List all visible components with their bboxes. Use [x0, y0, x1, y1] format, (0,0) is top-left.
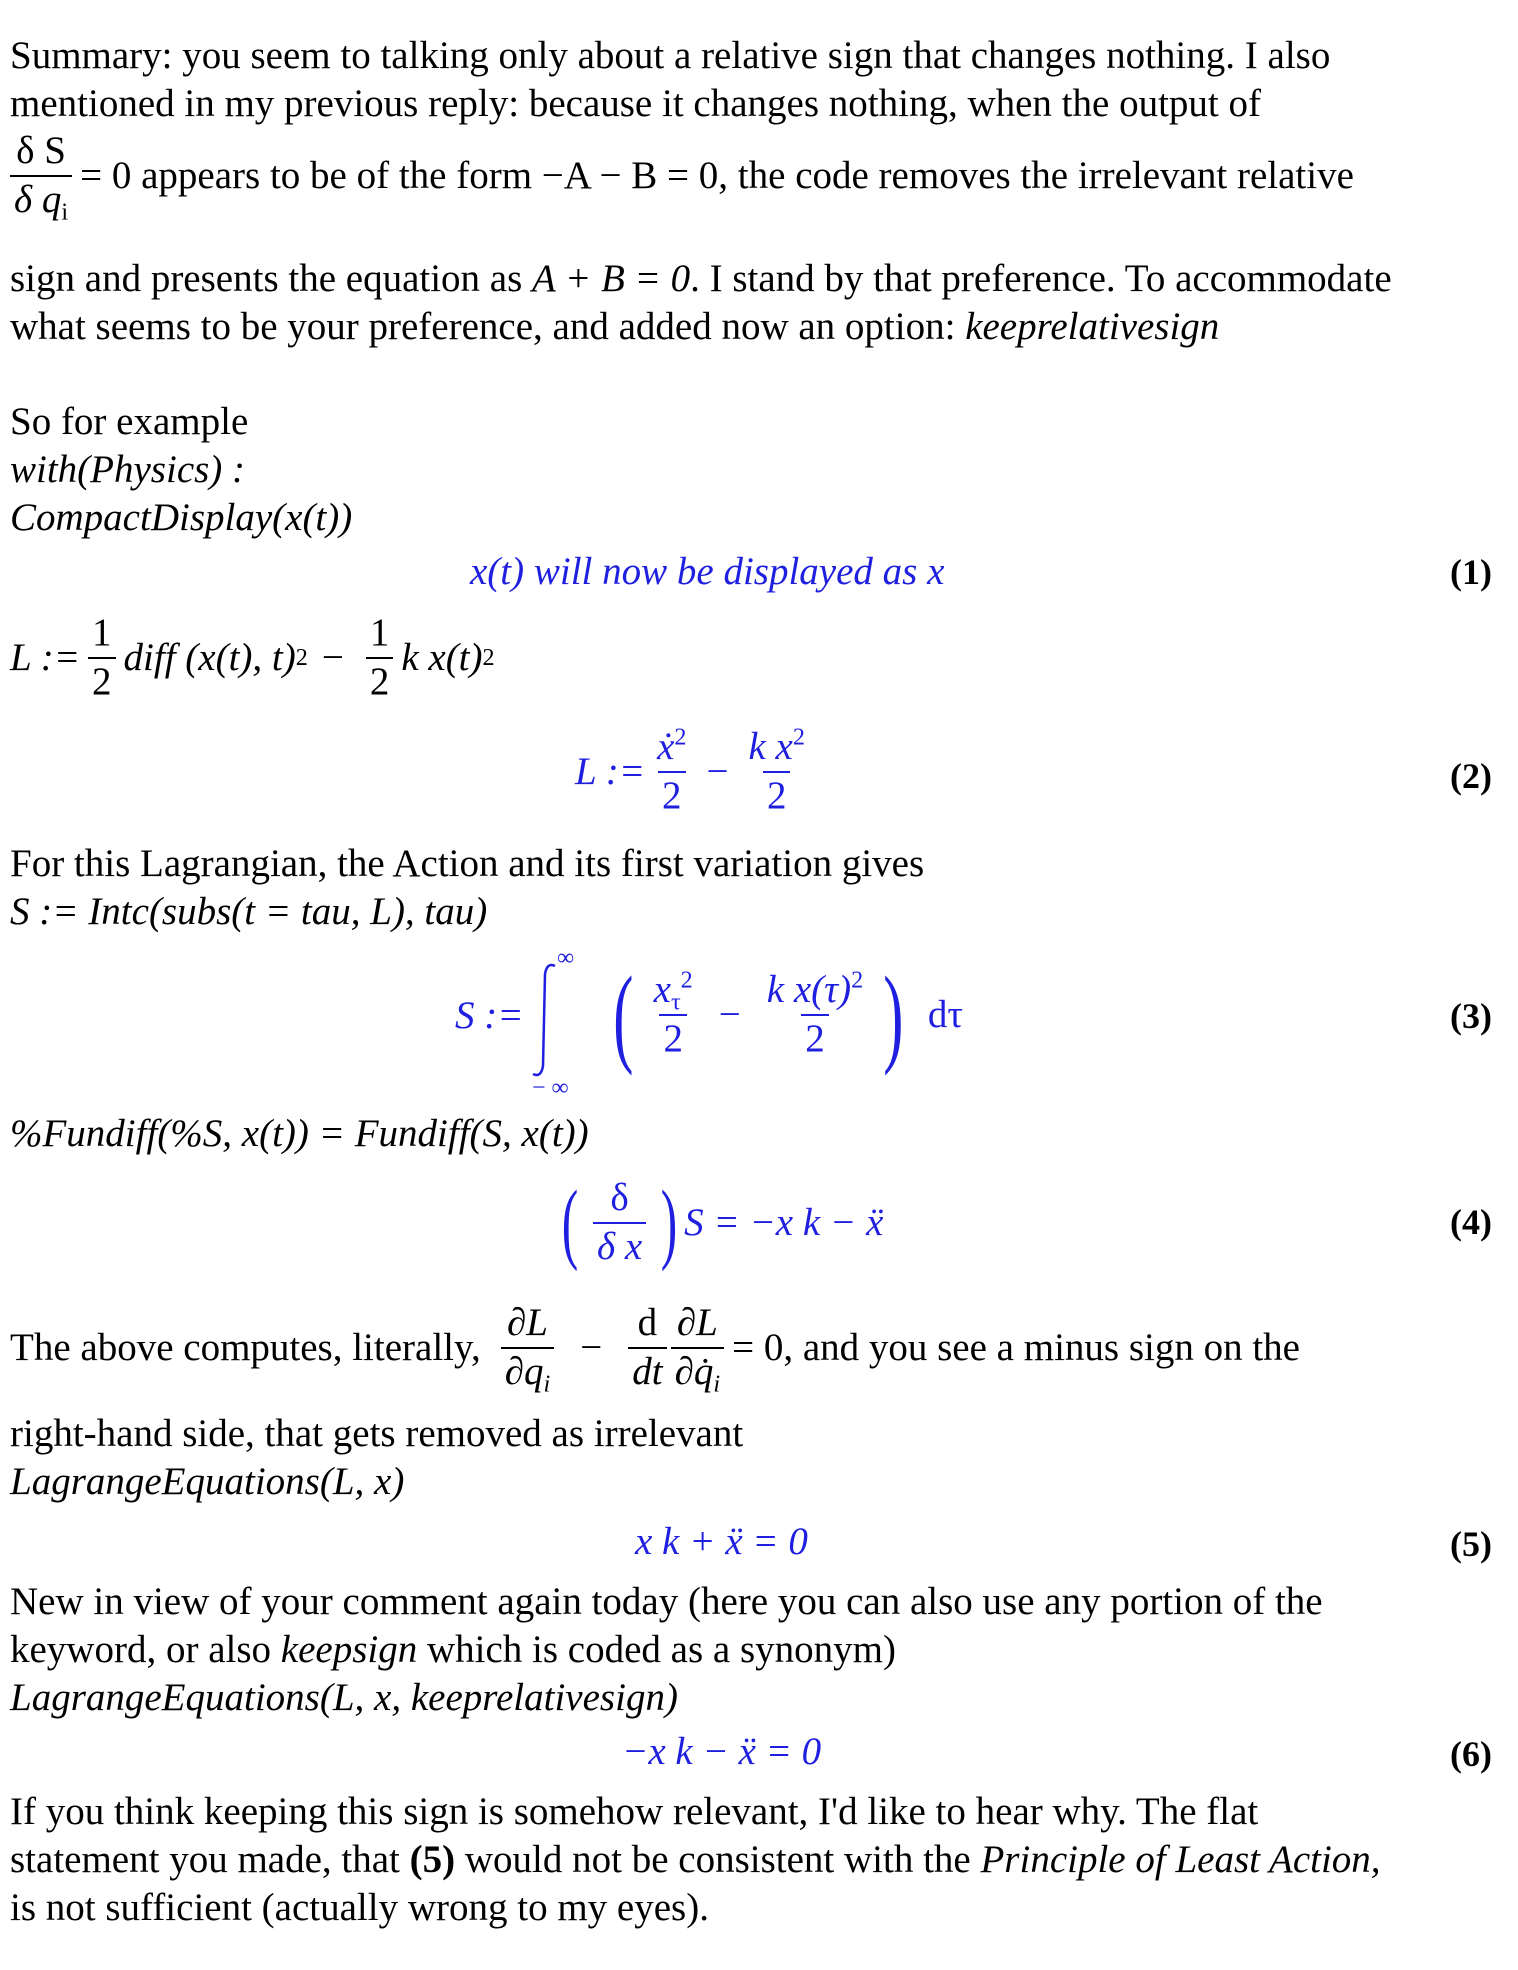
equation-label-4: (4) — [1450, 1202, 1492, 1242]
output-lagrangian: L := $\frac{ẋ^2}{2}$ − $\frac{k x^2}{2}$ — [575, 726, 817, 818]
equation-label-6: (6) — [1450, 1734, 1492, 1774]
cmd-lagrange-equations-keepsign: LagrangeEquations(L, x, keeprelativesign) — [10, 1676, 678, 1719]
kx-tau-sq-fraction: $\frac{k x(\tau)^2}{2}$ — [766, 966, 864, 1060]
partial-l-q-fraction: $\frac{\partial L}{\partial q_i}$ — [501, 1302, 555, 1394]
output-lagrange-equations: x k + ẍ = 0 — [635, 1520, 808, 1563]
integral-upper-limit: ∞ — [557, 945, 575, 971]
half-fraction-1: $\frac{1}{2}$ — [88, 612, 116, 704]
equation-label-5: (5) — [1450, 1524, 1492, 1564]
summary-line-4: sign and presents the equation as A + B = 0. I stand by that preference. To accommodate — [10, 257, 1392, 300]
cmd-fundiff: %Fundiff(%S, x(t)) = Fundiff(S, x(t)) — [10, 1112, 589, 1155]
integral-lower-limit: − ∞ — [532, 1075, 569, 1101]
explain-line-2: right-hand side, that gets removed as irrelevant — [10, 1412, 744, 1455]
closing-line-1: If you think keeping this sign is somehow relevant, I'd like to hear why. The flat — [10, 1790, 1259, 1833]
cmd-compact-display: CompactDisplay(x(t)) — [10, 496, 353, 539]
summary-line-5: what seems to be your preference, and added now an option: keeprelativesign — [10, 305, 1220, 348]
explain-line-1: The above computes, literally, $\frac{\partial L}{\partial q_i}$ − $\frac{d}{dt}$ $\frac{\partial L}{\partial q̇_i}$ = 0, and you see a minus sign on the — [10, 1301, 1300, 1398]
closing-line-2: statement you made, that (5) would not be consistent with the Principle of Least Action, — [10, 1838, 1381, 1881]
integrand: ( $\frac{x_\tau^2}{2}$ − $\frac{k x(\tau)^2}{2}$ ) dτ — [613, 954, 963, 1076]
newopt-line-2: keyword, or also keepsign which is coded as a synonym) — [10, 1628, 896, 1671]
summary-line-3: $\frac{\text{δ S}}{\delta q_i}$ = 0 appears to be of the form −A − B = 0, the code removes the irrelevant relative — [10, 130, 1354, 222]
partial-l-qdot-fraction: $\frac{\partial L}{\partial q̇_i}$ — [671, 1302, 725, 1394]
output-compact-display: x(t) will now be displayed as x — [470, 550, 945, 593]
integral-sign — [525, 960, 565, 1080]
half-fraction-2: $\frac{1}{2}$ — [366, 612, 394, 704]
output-lagrange-equations-keepsign: −x k − ẍ = 0 — [622, 1730, 822, 1773]
cmd-lagrangian: L := $\frac{1}{2}$ diff (x(t), t) 2 − $\frac{1}{2}$ k x(t) 2 — [10, 611, 495, 703]
equation-label-2: (2) — [1450, 756, 1492, 796]
example-intro: So for example — [10, 400, 249, 443]
cmd-lagrange-equations: LagrangeEquations(L, x) — [10, 1460, 405, 1503]
output-fundiff: ( $\frac{\delta}{\text{δ x}}$ ) S = −x k − ẍ — [561, 1173, 884, 1272]
action-intro: For this Lagrangian, the Action and its first variation gives — [10, 842, 925, 885]
summary-line-1: Summary: you seem to talking only about a relative sign that changes nothing. I also — [10, 34, 1331, 77]
cmd-action: S := Intc(subs(t = tau, L), tau) — [10, 890, 488, 933]
xdot-sq-fraction: $\frac{ẋ^2}{2}$ — [657, 723, 687, 817]
x-tau-sq-fraction: $\frac{x_\tau^2}{2}$ — [653, 966, 693, 1060]
delta-x-fraction: $\frac{\delta}{\text{δ x}}$ — [593, 1177, 646, 1269]
equation-label-1: (1) — [1450, 552, 1492, 592]
closing-line-3: is not sufficient (actually wrong to my eyes). — [10, 1886, 709, 1929]
kx-sq-fraction: $\frac{k x^2}{2}$ — [748, 723, 805, 817]
output-action-lhs: S := — [455, 994, 524, 1037]
cmd-with-physics: with(Physics) : — [10, 448, 246, 491]
summary-line-2: mentioned in my previous reply: because it changes nothing, when the output of — [10, 82, 1261, 125]
equation-label-3: (3) — [1450, 996, 1492, 1036]
newopt-line-1: New in view of your comment again today (here you can also use any portion of the — [10, 1580, 1323, 1623]
d-dt-fraction: $\frac{d}{dt}$ — [628, 1302, 666, 1394]
delta-s-fraction: $\frac{\text{δ S}}{\delta q_i}$ — [10, 130, 72, 222]
